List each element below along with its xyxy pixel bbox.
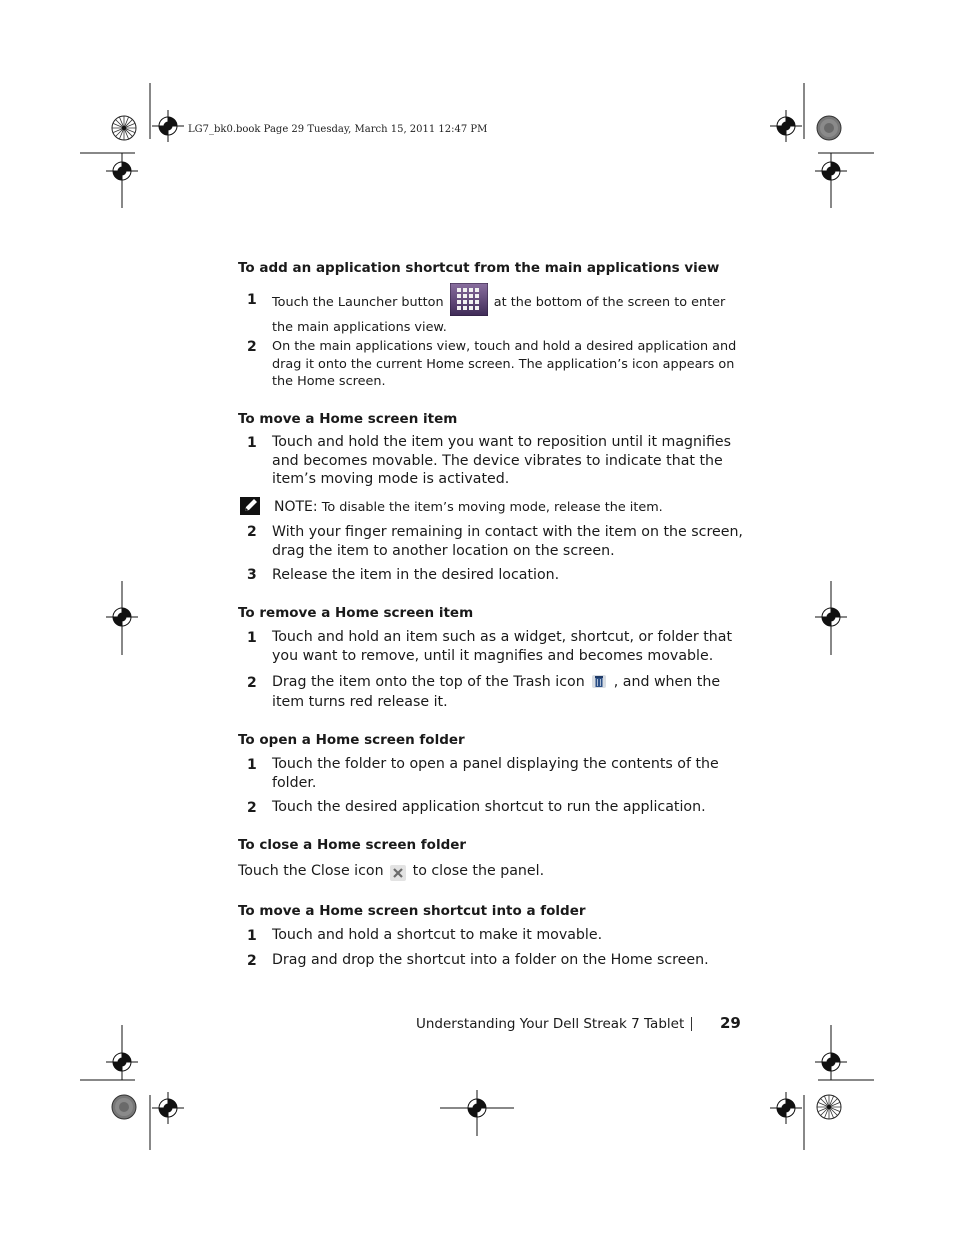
step-text xyxy=(272,338,738,391)
step-text-line: item turns red release it. xyxy=(272,693,448,710)
step-text-line: Touch the desired application shortcut to run the application. xyxy=(272,799,706,815)
step-text-line: the main applications view. xyxy=(272,320,447,335)
step-text-line: Touch and hold the item you want to reposition until it magnifies xyxy=(272,434,732,450)
step-text xyxy=(272,673,738,711)
heading-move-item: To move a Home screen item xyxy=(238,411,458,427)
step-text-line: item’s moving mode is activated. xyxy=(272,471,510,487)
page-number: 29 xyxy=(720,1014,741,1032)
step-text-line: Drag and drop the shortcut into a folder on the Home screen. xyxy=(272,952,709,968)
step-text xyxy=(272,433,738,489)
step-text-line: you want to remove, until it magnifies and becomes movable. xyxy=(272,647,714,664)
step-text xyxy=(272,566,738,585)
step-text-line: Release the item in the desired location. xyxy=(272,567,560,583)
step-text xyxy=(272,951,738,970)
step-text xyxy=(272,628,738,665)
step-text xyxy=(272,798,738,817)
step-number: 1 xyxy=(247,630,257,646)
step-text-part: Drag the item onto the top of the Trash icon xyxy=(272,674,585,690)
step-text-line: Touch the folder to open a panel displaying the contents of the xyxy=(272,756,719,772)
step-number: 2 xyxy=(247,800,257,816)
step-text-line: On the main applications view, touch and hold a desired application and xyxy=(272,339,737,354)
step-text-line: folder. xyxy=(272,774,317,791)
step-text-line: the Home screen. xyxy=(272,374,386,389)
step-text xyxy=(272,755,738,792)
step-text-line: and becomes movable. The device vibrates to indicate that the xyxy=(272,452,723,469)
step-number: 2 xyxy=(247,524,257,540)
step-text-line: Touch and hold a shortcut to make it movable. xyxy=(272,927,603,943)
pencil-note-icon xyxy=(240,496,262,516)
heading-move-shortcut: To move a Home screen shortcut into a folder xyxy=(238,903,586,919)
close-icon xyxy=(390,865,406,881)
note xyxy=(274,499,663,515)
footer-separator xyxy=(691,1017,692,1031)
step-text xyxy=(272,523,743,560)
step-text xyxy=(272,926,738,945)
step-number: 1 xyxy=(247,928,257,944)
heading-remove-item: To remove a Home screen item xyxy=(238,605,474,621)
paragraph-part: to close the panel. xyxy=(412,863,545,879)
step-text-line: Touch and hold an item such as a widget, shortcut, or folder that xyxy=(272,629,733,645)
footer-title: Understanding Your Dell Streak 7 Tablet xyxy=(416,1016,685,1032)
note-label: NOTE: xyxy=(274,499,318,515)
step-number: 2 xyxy=(247,953,257,969)
heading-close-folder: To close a Home screen folder xyxy=(238,837,467,853)
step-text xyxy=(272,286,738,337)
step-number: 1 xyxy=(247,435,257,451)
trash-icon xyxy=(591,673,607,689)
heading-add-shortcut: To add an application shortcut from the main applications view xyxy=(238,260,720,276)
step-text-line: drag it onto the current Home screen. The application’s icon appears on xyxy=(272,356,735,372)
step-text-line: With your finger remaining in contact with the item on the screen, xyxy=(272,524,743,540)
step-text-part: at the bottom of the screen to enter xyxy=(493,295,726,310)
step-number: 1 xyxy=(247,757,257,773)
step-text-part: Touch the Launcher button xyxy=(272,295,444,310)
step-number: 1 xyxy=(247,292,257,308)
paragraph xyxy=(238,863,544,879)
step-number: 3 xyxy=(247,567,257,583)
note-text: To disable the item’s moving mode, release the item. xyxy=(321,500,663,515)
launcher-grid-icon xyxy=(450,283,488,316)
step-number: 2 xyxy=(247,339,257,355)
step-text-part: , and when the xyxy=(613,674,721,690)
step-text-line: drag the item to another location on the screen. xyxy=(272,542,615,559)
paragraph-part: Touch the Close icon xyxy=(238,863,384,879)
print-slug: LG7_bk0.book Page 29 Tuesday, March 15, 2011 12:47 PM xyxy=(188,124,488,135)
heading-open-folder: To open a Home screen folder xyxy=(238,732,465,748)
step-number: 2 xyxy=(247,675,257,691)
